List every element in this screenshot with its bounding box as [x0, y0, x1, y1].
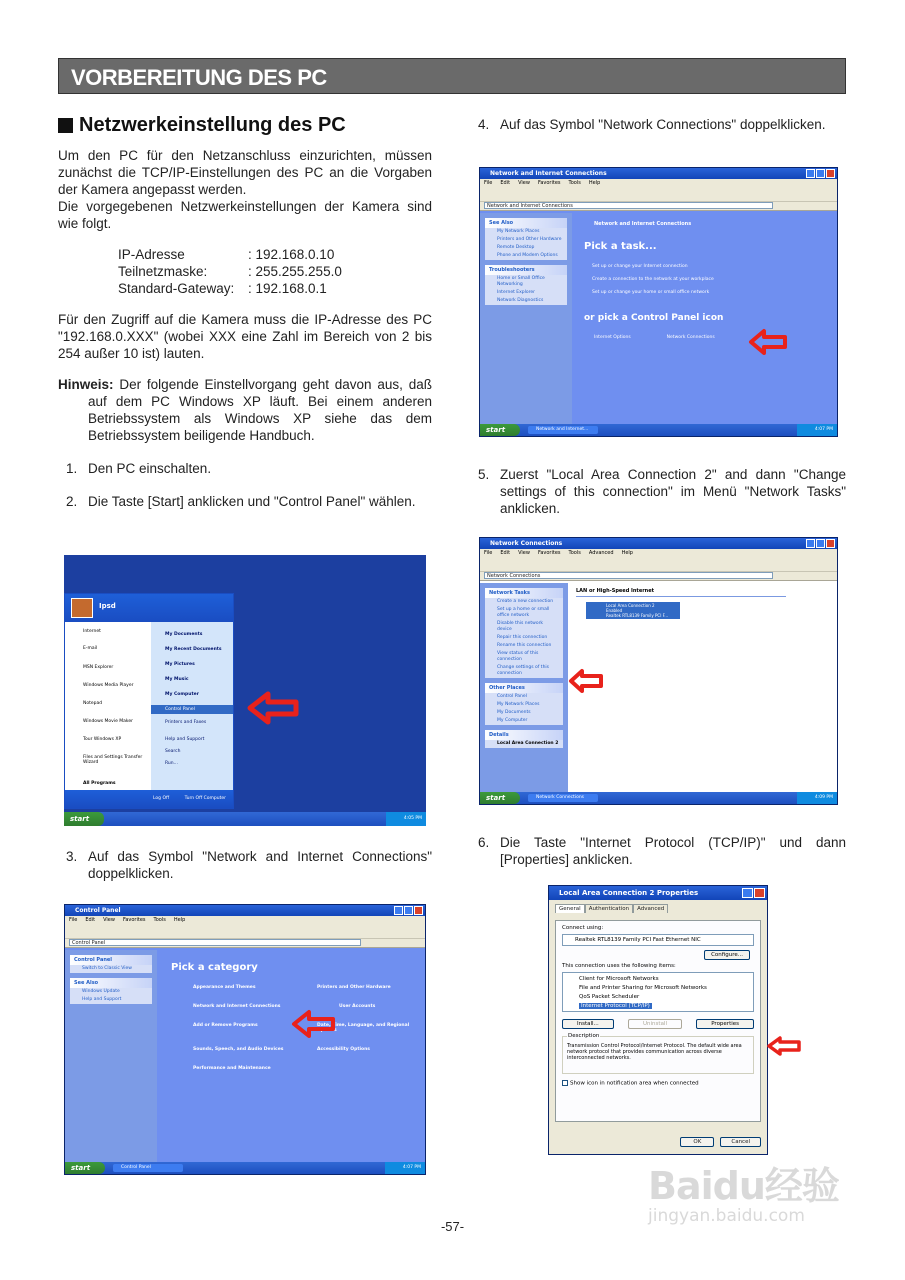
ok-button[interactable]: OK [680, 1137, 714, 1147]
taskbar-window-button[interactable]: Control Panel [113, 1164, 183, 1172]
menu-item[interactable]: Tools [568, 550, 581, 556]
screenshot-network-internet [479, 167, 838, 437]
minimize-icon[interactable] [806, 169, 815, 178]
side-link[interactable]: Create a new connection [497, 599, 554, 604]
menu-item[interactable]: Advanced [588, 550, 614, 556]
red-arrow-icon [246, 690, 300, 726]
side-link[interactable]: Home or Small Office Networking [497, 276, 545, 287]
window-title: Network and Internet Connections [490, 170, 607, 177]
side-link[interactable]: My Documents [497, 710, 531, 715]
taskbar-window-button[interactable]: Network Connections [528, 794, 598, 802]
main-pane [572, 213, 837, 426]
side-box-heading: Troubleshooters [485, 265, 567, 275]
step-number: 2. [66, 494, 78, 509]
address-bar [65, 939, 425, 948]
step-text: Auf das Symbol "Network Connections" doppelklicken. [500, 117, 826, 132]
screenshot-network-connections [479, 537, 838, 805]
task-link[interactable]: Set up or change your home or small office network [592, 290, 710, 295]
menu-item[interactable]: File [484, 550, 493, 556]
watermark-url: jingyan.baidu.com [648, 1206, 805, 1226]
uninstall-button[interactable]: Uninstall [628, 1019, 682, 1029]
uses-items-label: This connection uses the following items: [562, 963, 676, 969]
step-number: 5. [478, 467, 490, 482]
menu-item[interactable]: Favorites [537, 550, 561, 556]
cp-icon-row [572, 323, 837, 340]
start-menu [64, 593, 234, 809]
tab-authentication[interactable]: Authentication [585, 904, 633, 913]
category-item[interactable]: Performance and Maintenance [193, 1066, 271, 1071]
show-icon-checkbox[interactable] [562, 1080, 568, 1086]
screenshot-control-panel [64, 904, 426, 1175]
category-item[interactable]: Sounds, Speech, and Audio Devices [193, 1047, 284, 1052]
step-text: Die Taste [Start] anklicken und "Control Panel" wählen. [88, 494, 416, 509]
taskbar [64, 812, 426, 826]
gateway-value: : 192.168.0.1 [248, 281, 327, 296]
address-bar [480, 202, 837, 211]
step-number: 4. [478, 117, 490, 132]
step-text: Den PC einschalten. [88, 461, 212, 476]
start-right-item[interactable]: My Pictures [165, 662, 195, 667]
adapter-field: Realtek RTL8139 Family PCI Fast Ethernet NIC [562, 934, 754, 946]
cancel-button[interactable]: Cancel [720, 1137, 761, 1147]
general-panel [555, 920, 761, 1122]
taskbar [65, 1162, 425, 1174]
start-right-item[interactable]: My Computer [165, 692, 199, 697]
note-text: Der folgende Einstellvorgang geht davon aus, daß auf dem PC Windows XP läuft. Bei einem anderen Betriebssystem als Windows XP siehe das dem Betriebssystem beiligende Handbuch. [88, 377, 432, 443]
step-text: Die Taste "Internet Protocol (TCP/IP)" und dann [Properties] anklicken. [500, 835, 846, 867]
menu-item[interactable]: Favorites [537, 180, 561, 186]
side-link[interactable]: Repair this connection [497, 635, 548, 640]
tab-strip [549, 900, 767, 913]
step-6 [470, 834, 846, 868]
section-header-title: VORBEREITUNG DES PC [71, 65, 327, 90]
switch-classic-link[interactable]: Switch to Classic View [82, 966, 132, 971]
minimize-icon[interactable] [394, 906, 403, 915]
note-paragraph [58, 376, 432, 444]
menu-item[interactable]: Edit [85, 917, 96, 923]
items-list [562, 972, 754, 1012]
side-link[interactable]: Printers and Other Hardware [497, 237, 562, 242]
taskbar-clock: 4:09 PM [797, 792, 837, 804]
start-right-item[interactable]: Help and Support [165, 737, 205, 742]
address-input[interactable]: Control Panel [69, 939, 361, 946]
pane-heading: Network and Internet Connections [594, 221, 692, 227]
list-item[interactable]: Client for Microsoft Networks [579, 976, 659, 982]
cp-side-box [70, 955, 152, 973]
left-column [58, 114, 432, 510]
details-text: Local Area Connection 2 [497, 741, 559, 746]
item-buttons [556, 1012, 760, 1029]
side-box-heading: Control Panel [70, 955, 152, 965]
maximize-icon[interactable] [404, 906, 413, 915]
red-arrow-icon [568, 668, 604, 694]
show-icon-label: Show icon in notification area when connected [570, 1080, 699, 1087]
close-icon[interactable] [754, 888, 765, 898]
side-link[interactable]: Remote Desktop [497, 245, 535, 250]
see-also-box [485, 218, 567, 260]
turnoff-button[interactable]: Turn Off Computer [184, 796, 226, 801]
intro-paragraph-2: Die vorgegebenen Netzwerkeinstellungen der Kamera sind wie folgt. [58, 199, 432, 231]
menu-item[interactable]: File [69, 917, 78, 923]
menu-item[interactable]: Edit [500, 180, 511, 186]
connect-using-label: Connect using: [562, 925, 604, 931]
menu-item[interactable]: View [103, 917, 115, 923]
pick-task-heading: Pick a task... [584, 241, 657, 252]
group-divider [576, 596, 786, 597]
start-right-item[interactable]: My Music [165, 677, 189, 682]
start-item[interactable]: Notepad [83, 701, 103, 706]
category-item[interactable]: Date, Time, Language, and Regional Options [317, 1023, 410, 1033]
internet-options-icon[interactable]: Internet Options [594, 335, 631, 340]
toolbar [480, 188, 837, 202]
side-box-heading: Network Tasks [485, 588, 563, 598]
menu-bar [480, 549, 837, 558]
step-number: 1. [66, 461, 78, 476]
side-link[interactable]: Rename this connection [497, 643, 552, 648]
address-input[interactable]: Network and Internet Connections [484, 202, 773, 209]
menu-item[interactable]: View [518, 550, 530, 556]
see-also-box [70, 978, 152, 1004]
category-item[interactable]: Printers and Other Hardware [317, 985, 391, 990]
description-text: Transmission Control Protocol/Internet Protocol. The default wide area network protocol that provides communication across diverse interconnected networks. [567, 1043, 742, 1061]
menu-item[interactable]: Tools [568, 180, 581, 186]
side-link[interactable]: Windows Update [82, 989, 120, 994]
taskbar-window-button[interactable]: Network and Internet... [528, 426, 598, 434]
screenshot-start-menu [64, 555, 426, 826]
close-icon[interactable] [826, 539, 835, 548]
network-settings-table [118, 246, 432, 297]
category-item[interactable]: Add or Remove Programs [193, 1023, 258, 1028]
window-title: Network Connections [490, 540, 563, 547]
network-connections-icon[interactable]: Network Connections [666, 335, 715, 340]
menu-item[interactable]: Help [588, 180, 601, 186]
step-number: 3. [66, 849, 78, 864]
install-button[interactable]: Install... [562, 1019, 614, 1029]
gateway-label: Standard-Gateway: [118, 281, 235, 296]
start-right-item[interactable]: My Recent Documents [165, 647, 222, 652]
step-3 [58, 848, 432, 882]
start-item[interactable]: E-mail [83, 646, 98, 651]
red-arrow-icon [748, 328, 788, 356]
control-panel-item[interactable]: Control Panel [151, 705, 233, 714]
step-1 [58, 460, 432, 477]
taskbar-clock: 4:07 PM [797, 424, 837, 436]
all-programs[interactable]: All Programs [83, 781, 116, 786]
menu-item[interactable]: Edit [500, 550, 511, 556]
start-item[interactable]: Windows Movie Maker [83, 719, 133, 724]
menu-item[interactable]: Favorites [122, 917, 146, 923]
watermark-logo: Baidu经验 [648, 1164, 839, 1208]
pick-icon-heading: or pick a Control Panel icon [584, 313, 724, 323]
tab-advanced[interactable]: Advanced [633, 904, 668, 913]
start-button[interactable]: start [64, 812, 104, 826]
side-link[interactable]: Internet Explorer [497, 290, 536, 295]
side-link[interactable]: Phone and Modem Options [497, 253, 558, 258]
step-5 [470, 466, 846, 517]
taskbar [480, 792, 837, 804]
window-title: Control Panel [75, 907, 121, 914]
step-text: Zuerst "Local Area Connection 2" and dann "Change settings of this connection" im Menü "Network Tasks" anklicken. [500, 467, 846, 516]
red-arrow-icon [766, 1035, 802, 1057]
window-titlebar [480, 538, 837, 549]
side-box-heading: Other Places [485, 683, 563, 693]
step-text: Auf das Symbol "Network and Internet Connections" doppelklicken. [88, 849, 432, 881]
tab-general[interactable]: General [555, 904, 585, 913]
start-menu-footer [65, 790, 233, 808]
address-input[interactable]: Network Connections [484, 572, 773, 579]
side-link[interactable]: Set up a home or small office network [497, 607, 550, 618]
step-number: 6. [478, 835, 490, 850]
help-icon[interactable] [742, 888, 753, 898]
access-paragraph: Für den Zugriff auf die Kamera muss die IP-Adresse des PC "192.168.0.XXX" (wobei XXX eine Zahl im Bereich von 2 bis 254 außer 10 ist) lauten. [58, 312, 432, 361]
start-right-item[interactable]: Run... [165, 761, 178, 766]
ip-value: : 192.168.0.10 [248, 247, 335, 262]
logoff-button[interactable]: Log Off [153, 796, 170, 801]
show-icon-row [556, 1074, 760, 1087]
list-item[interactable]: File and Printer Sharing for Microsoft Networks [579, 985, 707, 991]
side-link[interactable]: Help and Support [82, 997, 122, 1002]
tcpip-item[interactable]: Internet Protocol (TCP/IP) [581, 1003, 650, 1009]
side-link[interactable]: Disable this network device [497, 621, 544, 632]
toolbar [65, 925, 425, 939]
side-link[interactable]: My Network Places [497, 229, 540, 234]
side-box-heading: See Also [485, 218, 567, 228]
connection-status: Enabled [606, 608, 623, 613]
list-item[interactable]: QoS Packet Scheduler [579, 994, 640, 1000]
start-menu-user [65, 594, 233, 622]
connection-name: Local Area Connection 2 [606, 603, 655, 608]
start-item[interactable]: MSN Explorer [83, 665, 114, 670]
category-item[interactable]: User Accounts [339, 1004, 376, 1009]
menu-item[interactable]: Help [173, 917, 186, 923]
start-item[interactable]: Windows Media Player [83, 683, 134, 688]
pick-category-heading: Pick a category [171, 962, 258, 973]
category-item[interactable]: Accessibility Options [317, 1047, 370, 1052]
start-right-item[interactable]: My Documents [165, 632, 203, 637]
network-tasks-box [485, 588, 563, 678]
category-network[interactable]: Network and Internet Connections [193, 1004, 281, 1009]
description-group [562, 1033, 754, 1074]
side-box-heading: Details [485, 730, 563, 740]
screenshot-properties-dialog [548, 885, 768, 1155]
watermark [648, 1155, 848, 1245]
maximize-icon[interactable] [816, 169, 825, 178]
menu-item[interactable]: View [518, 180, 530, 186]
section-title-text: Netzwerkeinstellung des PC [79, 114, 346, 136]
main-pane [157, 950, 425, 1164]
square-bullet-icon [58, 118, 73, 133]
taskbar [480, 424, 837, 436]
page-number: -57- [440, 1219, 465, 1234]
task-link[interactable]: Set up or change your Internet connection [592, 264, 688, 269]
start-button[interactable]: start [480, 424, 520, 436]
window-titlebar [480, 168, 837, 179]
minimize-icon[interactable] [806, 539, 815, 548]
task-link[interactable]: Create a connection to the network at your workplace [592, 277, 714, 282]
side-link[interactable]: My Network Places [497, 702, 540, 707]
menu-item[interactable]: Tools [153, 917, 166, 923]
menu-bar [65, 916, 425, 925]
configure-button[interactable]: Configure... [704, 950, 750, 960]
properties-button[interactable]: Properties [696, 1019, 754, 1029]
window-titlebar [65, 905, 425, 916]
start-button[interactable]: start [480, 792, 520, 804]
side-pane [480, 583, 568, 794]
note-label: Hinweis: [58, 377, 114, 392]
side-link[interactable]: Network Diagnostics [497, 298, 544, 303]
maximize-icon[interactable] [816, 539, 825, 548]
side-pane [65, 950, 157, 1164]
avatar [71, 598, 93, 618]
section-header [58, 58, 846, 94]
red-arrow-icon [291, 1009, 337, 1039]
side-box-heading: See Also [70, 978, 152, 988]
other-places-box [485, 683, 563, 725]
close-icon[interactable] [826, 169, 835, 178]
dialog-title: Local Area Connection 2 Properties [559, 889, 699, 897]
subnet-value: : 255.255.255.0 [248, 264, 342, 279]
start-item[interactable]: Tour Windows XP [83, 737, 122, 742]
menu-bar [480, 179, 837, 188]
section-title [58, 114, 432, 137]
intro-paragraph: Um den PC für den Netzanschluss einzurichten, müssen zunächst die TCP/IP-Einstellungen des PC an die Vorgaben der Kamera angepasst werden. [58, 148, 432, 197]
task-list [572, 252, 837, 299]
step-2 [58, 493, 432, 510]
step-4 [470, 116, 846, 133]
start-left-list [65, 622, 151, 790]
toolbar [480, 558, 837, 572]
start-right-list [151, 622, 233, 790]
group-heading: LAN or High-Speed Internet [576, 588, 655, 594]
connection-item[interactable] [586, 602, 680, 619]
taskbar-clock: 4:05 PM [386, 812, 426, 826]
category-item[interactable]: Appearance and Themes [193, 985, 256, 990]
dialog-buttons [680, 1137, 761, 1147]
start-item[interactable]: Internet [83, 629, 101, 634]
details-box [485, 730, 563, 748]
side-link[interactable]: Control Panel [497, 694, 527, 699]
start-right-item[interactable]: Printers and Faxes [165, 720, 207, 725]
description-heading: Description [568, 1033, 600, 1039]
subnet-label: Teilnetzmaske: [118, 264, 208, 279]
start-button[interactable]: start [65, 1162, 105, 1174]
close-icon[interactable] [414, 906, 423, 915]
side-link[interactable]: My Computer [497, 718, 528, 723]
dialog-titlebar [549, 886, 767, 900]
change-settings-link[interactable]: Change settings of this connection [497, 665, 550, 676]
side-link[interactable]: View status of this connection [497, 651, 539, 662]
side-pane [480, 213, 572, 426]
menu-item[interactable]: File [484, 180, 493, 186]
ip-label: IP-Adresse [118, 247, 185, 262]
user-name: Ipsd [99, 602, 116, 610]
address-bar [480, 572, 837, 581]
menu-item[interactable]: Help [621, 550, 633, 556]
start-item[interactable]: Files and Settings Transfer Wizard [83, 755, 143, 765]
taskbar-clock: 4:07 PM [385, 1162, 425, 1174]
connection-device: Realtek RTL8139 Family PCI F... [606, 613, 669, 618]
start-right-item[interactable]: Search [165, 749, 181, 754]
troubleshooters-box [485, 265, 567, 305]
